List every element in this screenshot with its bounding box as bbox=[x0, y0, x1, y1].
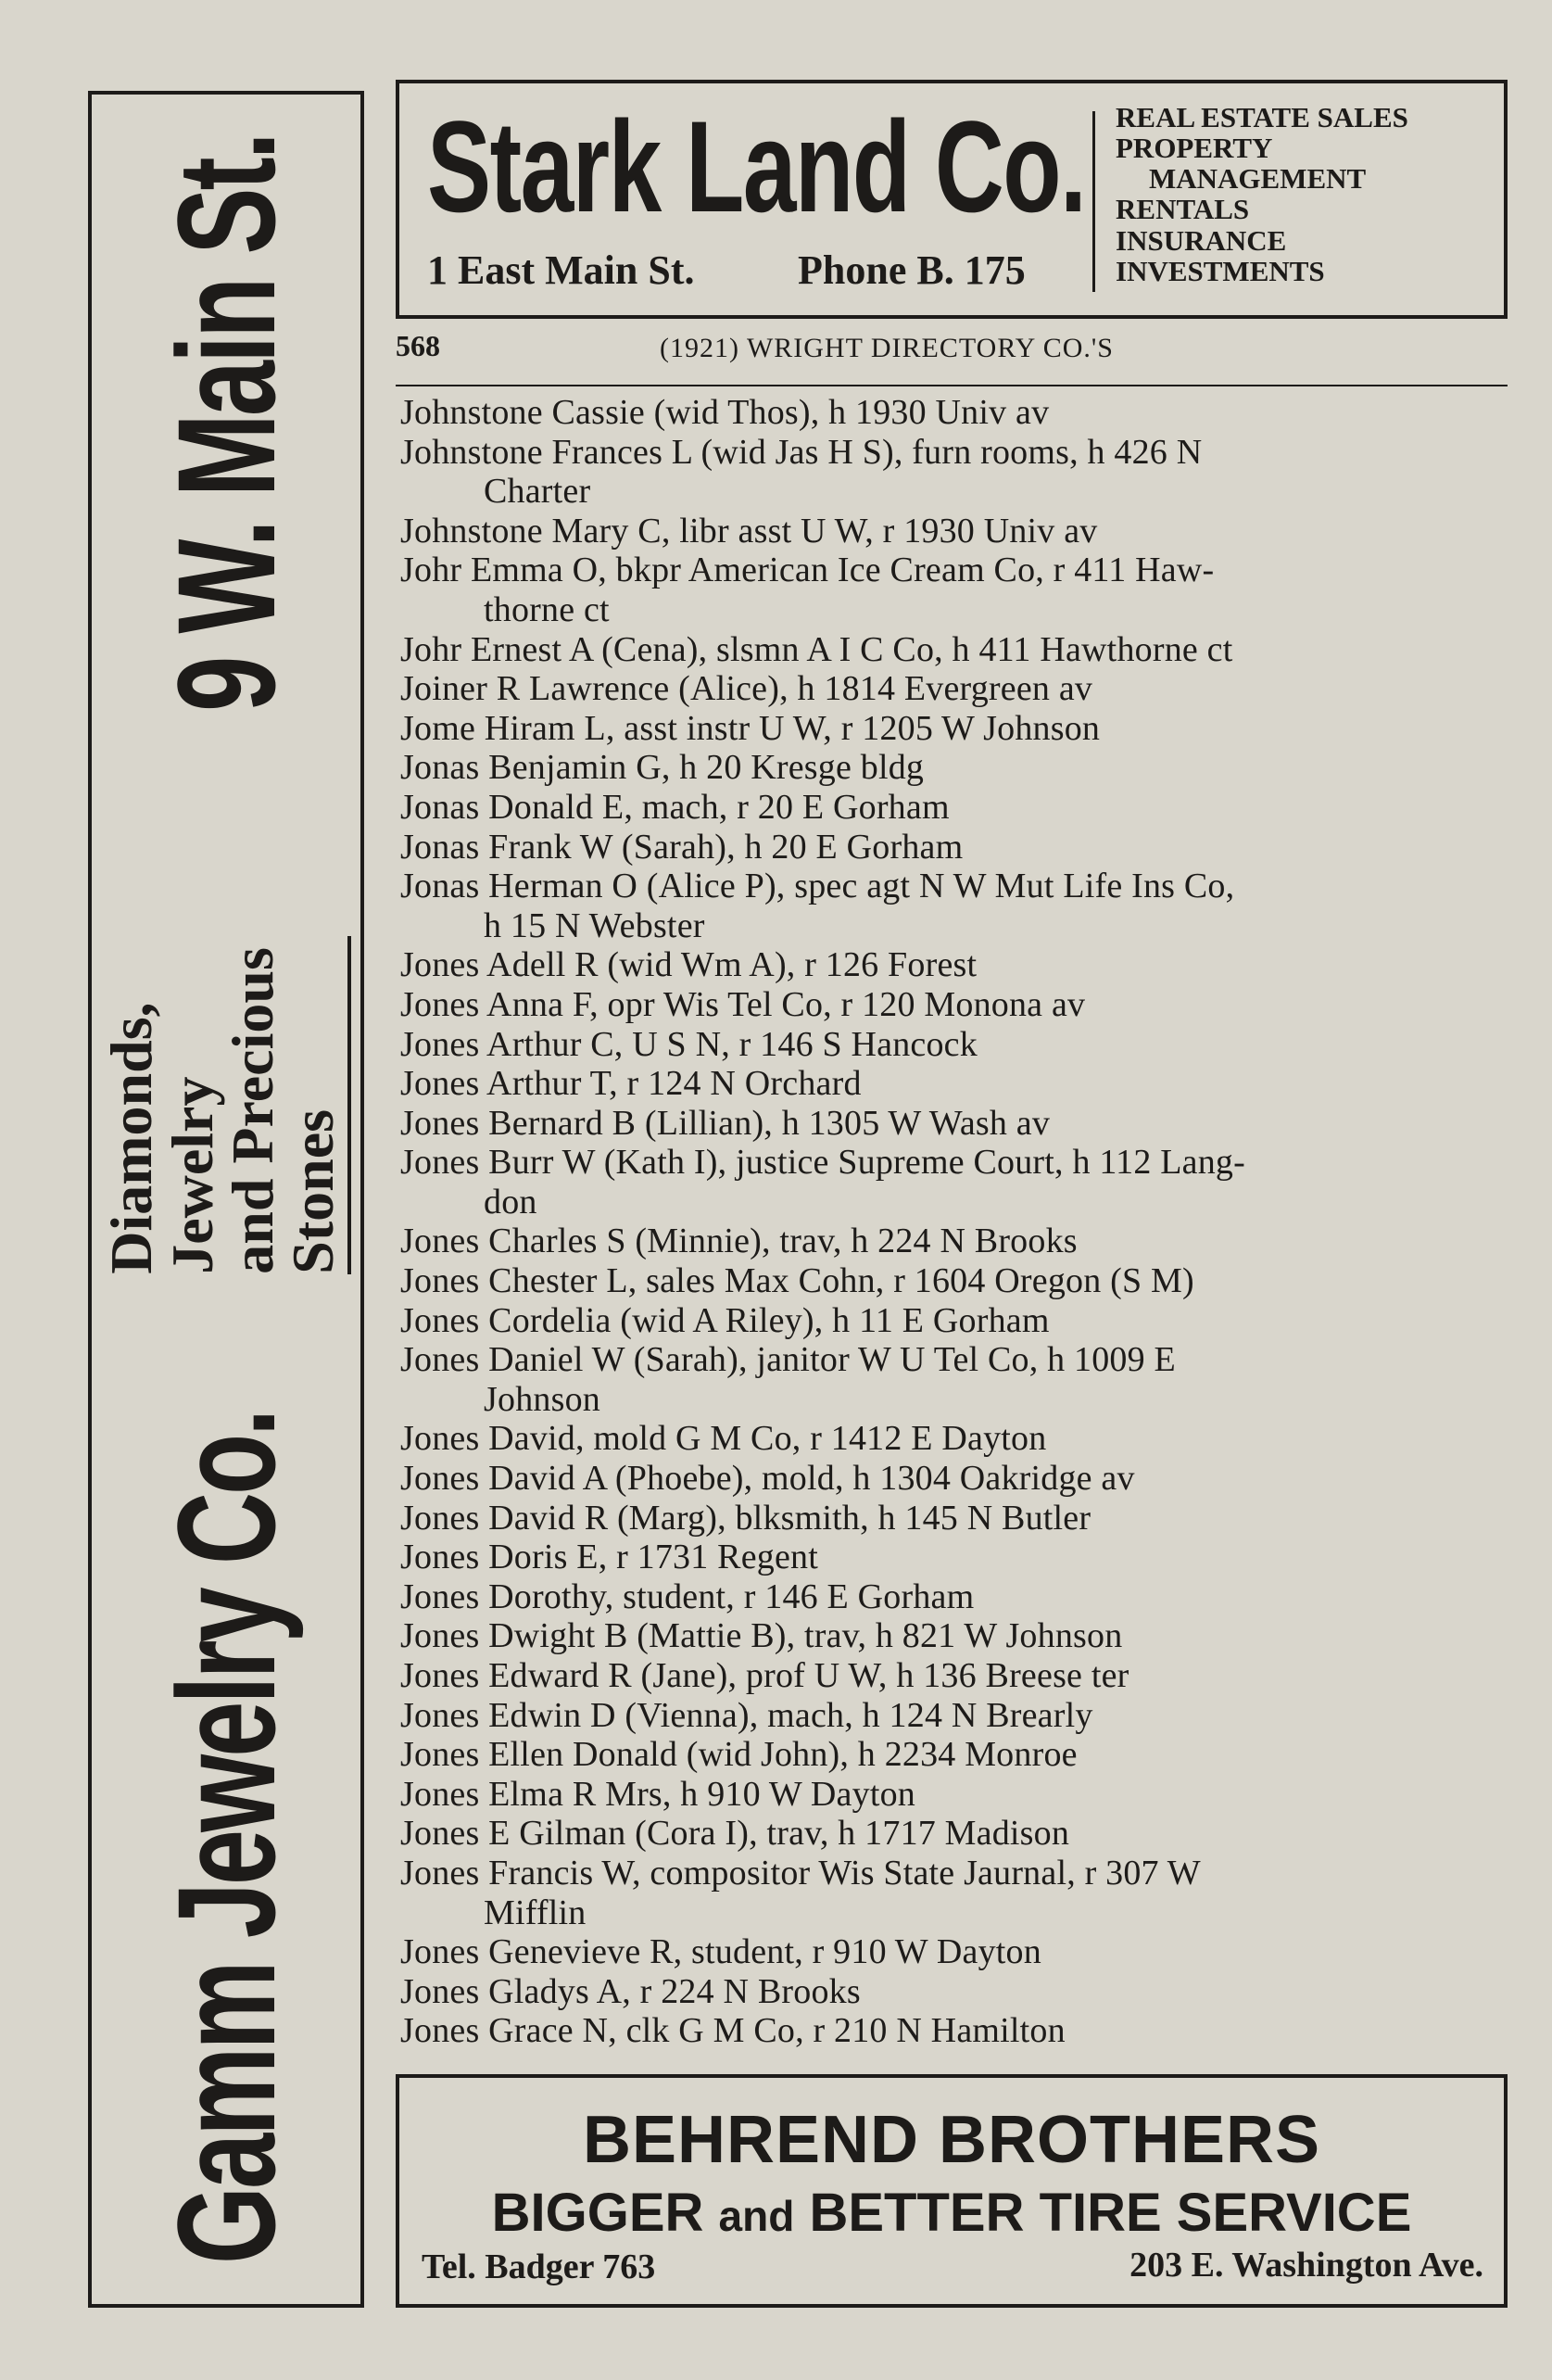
directory-entry bbox=[400, 1735, 1512, 1775]
directory-entry bbox=[400, 1025, 1512, 1065]
directory-entry bbox=[400, 1419, 1512, 1459]
directory-entry bbox=[400, 433, 1512, 512]
entry-text: Jome Hiram L, asst instr U W, r 1205 W Johnson bbox=[400, 708, 1101, 748]
directory-entry bbox=[400, 788, 1512, 828]
entry-text: Jones Arthur C, U S N, r 146 S Hancock bbox=[400, 1024, 978, 1064]
top-ad-divider bbox=[1092, 111, 1095, 292]
top-ad-address: 1 East Main St. bbox=[427, 247, 695, 293]
entry-text: Jones Edwin D (Vienna), mach, h 124 N Brearly bbox=[400, 1695, 1093, 1735]
service-item: INSURANCE bbox=[1116, 223, 1287, 257]
bottom-ad-telephone: Tel. Badger 763 bbox=[422, 2247, 656, 2286]
side-ad-line1: Diamonds, Jewelry bbox=[98, 1002, 225, 1274]
side-ad-address: 9 W. Main St. bbox=[147, 134, 304, 712]
page-header bbox=[396, 329, 1508, 386]
directory-entry bbox=[400, 1064, 1512, 1104]
directory-entry bbox=[400, 1104, 1512, 1144]
entry-text: Jones Arthur T, r 124 N Orchard bbox=[400, 1064, 862, 1104]
directory-entry bbox=[400, 1972, 1512, 2012]
entry-text: Jones Grace N, clk G M Co, r 210 N Hamilton bbox=[400, 2011, 1066, 2051]
bottom-ad-company: BEHREND BROTHERS bbox=[582, 2103, 1321, 2177]
entry-text: Jones Cordelia (wid A Riley), h 11 E Gorham bbox=[400, 1300, 1050, 1340]
running-title: (1921) WRIGHT DIRECTORY CO.'S bbox=[660, 333, 1114, 363]
entry-text: Johnstone Mary C, libr asst U W, r 1930 Univ av bbox=[400, 511, 1098, 551]
directory-entry bbox=[400, 1616, 1512, 1656]
entry-text: Jones Elma R Mrs, h 910 W Dayton bbox=[400, 1774, 915, 1814]
service-item: PROPERTY bbox=[1116, 132, 1273, 165]
bottom-ad-address: 203 E. Washington Ave. bbox=[1129, 2246, 1483, 2285]
directory-entry bbox=[400, 1261, 1512, 1301]
entry-text: Jones Genevieve R, student, r 910 W Dayton bbox=[400, 1932, 1041, 1972]
entry-continuation: Charter bbox=[484, 472, 591, 512]
directory-entry bbox=[400, 1854, 1512, 1932]
side-ad-tagline bbox=[98, 936, 350, 1274]
directory-entry bbox=[400, 945, 1512, 985]
directory-entry bbox=[400, 669, 1512, 709]
entry-text: Jones Charles S (Minnie), trav, h 224 N Brooks bbox=[400, 1222, 1078, 1261]
entry-text: Jones David A (Phoebe), mold, h 1304 Oakridge av bbox=[400, 1459, 1135, 1499]
slogan-part-a: BIGGER bbox=[491, 2183, 704, 2243]
directory-listing bbox=[400, 393, 1512, 2051]
directory-entry bbox=[400, 748, 1512, 788]
directory-entry bbox=[400, 1301, 1512, 1341]
side-advertisement bbox=[88, 91, 364, 2308]
entry-continuation: don bbox=[484, 1182, 537, 1222]
directory-entry bbox=[400, 393, 1512, 433]
entry-text: Jones David R (Marg), blksmith, h 145 N Butler bbox=[400, 1498, 1091, 1538]
directory-entry bbox=[400, 1459, 1512, 1499]
entry-text: Jones Edward R (Jane), prof U W, h 136 Breese ter bbox=[400, 1656, 1129, 1695]
entry-text: Jones Anna F, opr Wis Tel Co, r 120 Monona av bbox=[400, 984, 1086, 1024]
slogan-and: and bbox=[718, 2192, 795, 2240]
entry-text: Joiner R Lawrence (Alice), h 1814 Evergreen av bbox=[400, 669, 1093, 709]
entry-text: Johr Emma O, bkpr American Ice Cream Co, r 411 Haw- bbox=[400, 551, 1215, 590]
entry-text: Jones Gladys A, r 224 N Brooks bbox=[400, 1971, 861, 2011]
service-item: RENTALS bbox=[1116, 193, 1250, 226]
top-advertisement bbox=[396, 80, 1508, 319]
directory-entry bbox=[400, 1814, 1512, 1854]
entry-text: Jones Daniel W (Sarah), janitor W U Tel Co, h 1009 E bbox=[400, 1340, 1176, 1380]
entry-text: Jones Burr W (Kath I), justice Supreme Court, h 112 Lang- bbox=[400, 1143, 1245, 1183]
entry-text: Jones Dorothy, student, r 146 E Gorham bbox=[400, 1576, 975, 1616]
directory-entry bbox=[400, 1932, 1512, 1972]
directory-entry bbox=[400, 1143, 1512, 1222]
entry-text: Jones Chester L, sales Max Cohn, r 1604 Oregon (S M) bbox=[400, 1261, 1194, 1301]
entry-text: Jones Doris E, r 1731 Regent bbox=[400, 1538, 818, 1577]
directory-entry bbox=[400, 867, 1512, 945]
entry-text: Jones Ellen Donald (wid John), h 2234 Monroe bbox=[400, 1735, 1078, 1775]
entry-text: Jones Bernard B (Lillian), h 1305 W Wash av bbox=[400, 1103, 1051, 1143]
directory-entry bbox=[400, 1577, 1512, 1617]
entry-text: Jones David, mold G M Co, r 1412 E Dayton bbox=[400, 1419, 1047, 1459]
directory-entry bbox=[400, 1538, 1512, 1577]
directory-entry bbox=[400, 512, 1512, 551]
entry-text: Jones Adell R (wid Wm A), r 126 Forest bbox=[400, 945, 978, 985]
top-ad-services bbox=[1116, 102, 1408, 286]
directory-entry bbox=[400, 1222, 1512, 1261]
service-item: MANAGEMENT bbox=[1149, 162, 1367, 196]
directory-entry bbox=[400, 1775, 1512, 1815]
directory-entry bbox=[400, 985, 1512, 1025]
entry-text: Jones E Gilman (Cora I), trav, h 1717 Madison bbox=[400, 1814, 1070, 1854]
service-item: REAL ESTATE SALES bbox=[1116, 101, 1408, 133]
entry-text: Jonas Herman O (Alice P), spec agt N W Mut Life Ins Co, bbox=[400, 867, 1235, 906]
directory-entry bbox=[400, 1656, 1512, 1696]
directory-entry bbox=[400, 709, 1512, 749]
slogan-part-b: BETTER TIRE SERVICE bbox=[809, 2183, 1412, 2243]
service-item: INVESTMENTS bbox=[1116, 254, 1325, 287]
page-number: 568 bbox=[396, 329, 440, 362]
entry-text: Jones Dwight B (Mattie B), trav, h 821 W Johnson bbox=[400, 1616, 1123, 1656]
directory-entry bbox=[400, 2011, 1512, 2051]
directory-entry bbox=[400, 630, 1512, 670]
bottom-ad-slogan bbox=[399, 2182, 1504, 2244]
entry-continuation: Mifflin bbox=[484, 1893, 587, 1932]
entry-continuation: h 15 N Webster bbox=[484, 905, 705, 945]
entry-text: Johnstone Frances L (wid Jas H S), furn rooms, h 426 N bbox=[400, 432, 1203, 472]
entry-text: Jonas Benjamin G, h 20 Kresge bldg bbox=[400, 748, 925, 788]
entry-continuation: Johnson bbox=[484, 1379, 600, 1419]
side-ad-company: Gamm Jewelry Co. bbox=[147, 1411, 304, 2264]
directory-entry bbox=[400, 828, 1512, 867]
directory-entry bbox=[400, 1499, 1512, 1538]
entry-continuation: thorne ct bbox=[484, 589, 610, 629]
entry-text: Jones Francis W, compositor Wis State Jaurnal, r 307 W bbox=[400, 1853, 1201, 1893]
entry-text: Jonas Donald E, mach, r 20 E Gorham bbox=[400, 787, 950, 827]
entry-text: Johr Ernest A (Cena), slsmn A I C Co, h 411 Hawthorne ct bbox=[400, 629, 1233, 669]
bottom-advertisement bbox=[396, 2074, 1508, 2308]
directory-entry bbox=[400, 1696, 1512, 1736]
entry-text: Johnstone Cassie (wid Thos), h 1930 Univ av bbox=[400, 393, 1050, 432]
top-ad-phone: Phone B. 175 bbox=[798, 247, 1026, 293]
side-ad-line2: and Precious Stones bbox=[222, 936, 351, 1274]
top-ad-company: Stark Land Co. bbox=[427, 94, 1086, 239]
directory-entry bbox=[400, 551, 1512, 629]
directory-entry bbox=[400, 1340, 1512, 1419]
entry-text: Jonas Frank W (Sarah), h 20 E Gorham bbox=[400, 827, 964, 867]
